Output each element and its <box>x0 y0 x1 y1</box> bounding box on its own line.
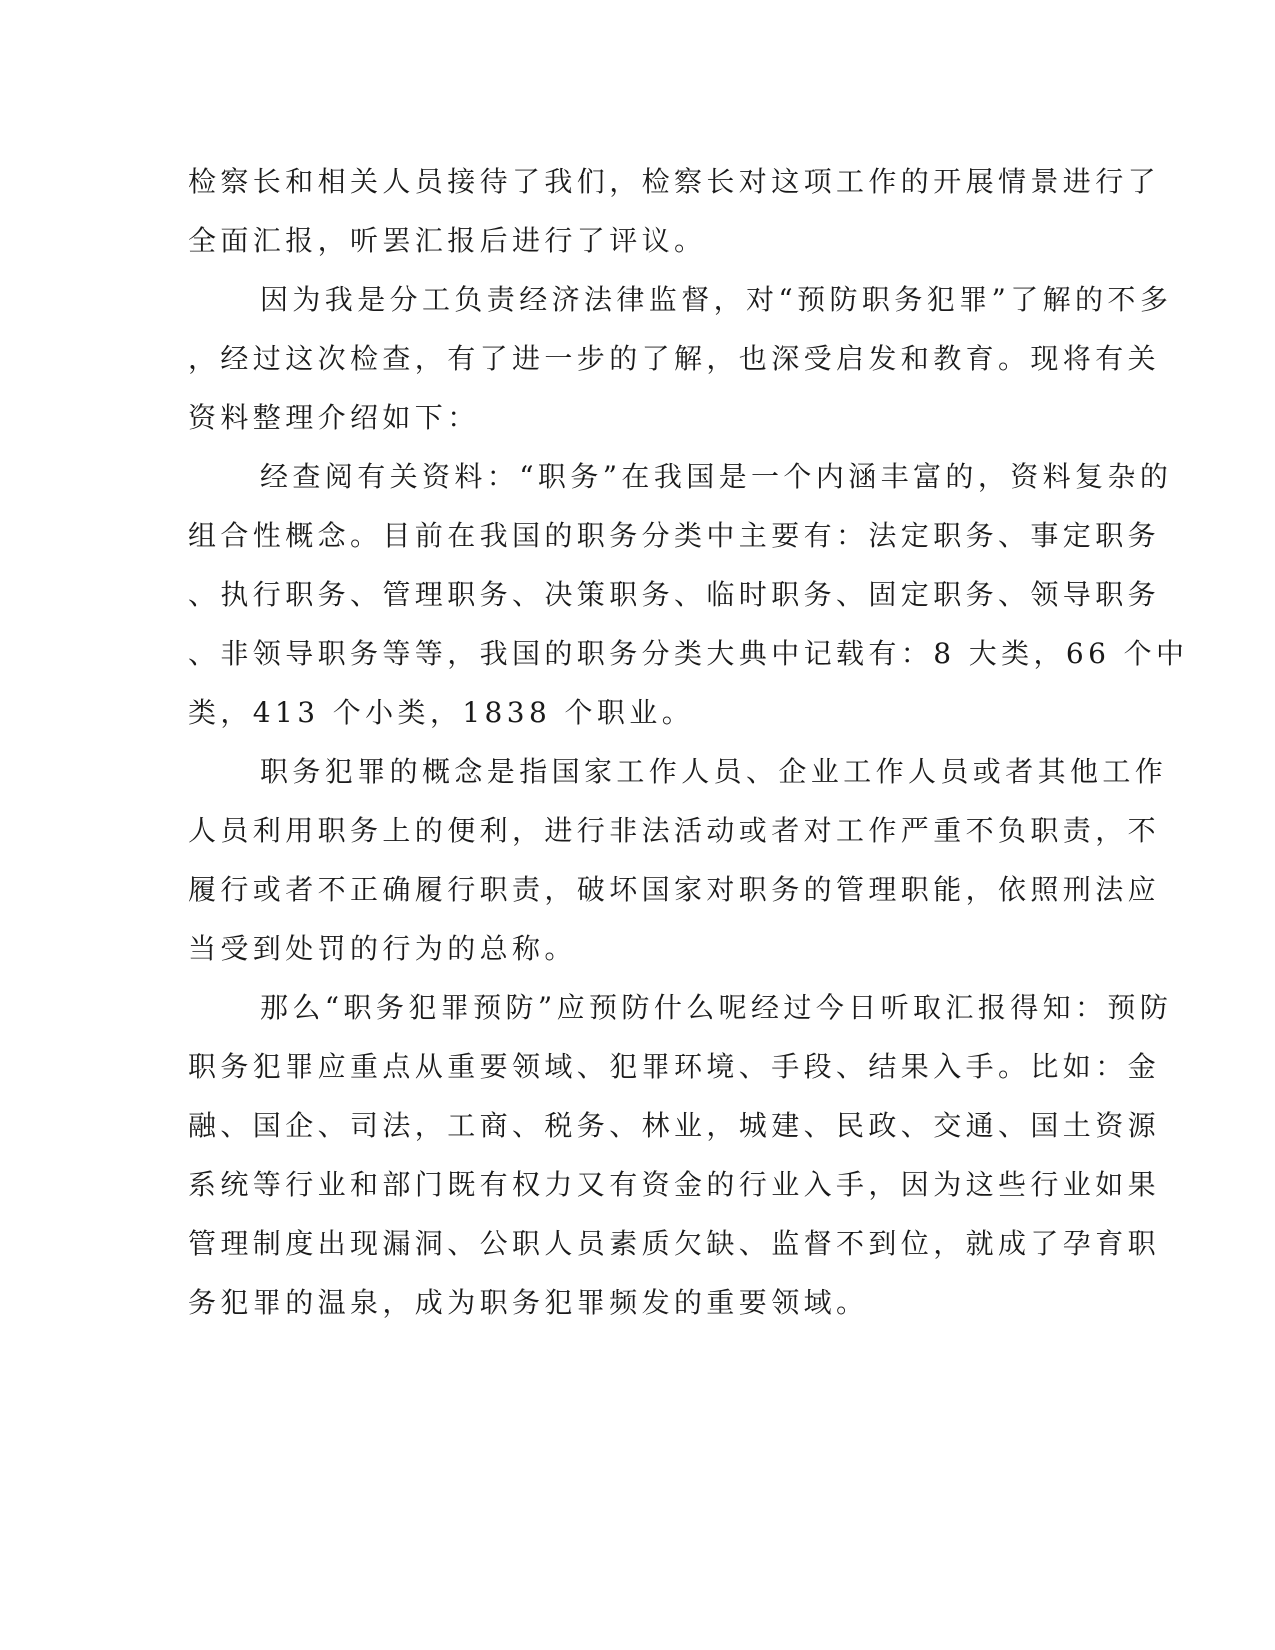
text-line: 务犯罪的温泉，成为职务犯罪频发的重要领域。 <box>188 1286 869 1319</box>
text-line: 全面汇报，听罢汇报后进行了评议。 <box>188 224 707 257</box>
paragraph-first-line: 因为我是分工负责经济法律监督，对“预防职务犯罪”了解的不多 <box>260 283 1173 316</box>
paragraph-first-line: 那么“职务犯罪预防”应预防什么呢经过今日听取汇报得知：预防 <box>260 991 1173 1024</box>
text-line: 当受到处罚的行为的总称。 <box>188 932 577 965</box>
paragraph-first-line: 职务犯罪的概念是指国家工作人员、企业工作人员或者其他工作 <box>260 755 1168 788</box>
text-line: 系统等行业和部门既有权力又有资金的行业入手，因为这些行业如果 <box>188 1168 1161 1201</box>
text-line: 、非领导职务等等，我国的职务分类大典中记载有：8 大类，66 个中 <box>188 637 1189 670</box>
text-line: 融、国企、司法，工商、税务、林业，城建、民政、交通、国土资源 <box>188 1109 1161 1142</box>
text-line: 管理制度出现漏洞、公职人员素质欠缺、监督不到位，就成了孕育职 <box>188 1227 1161 1260</box>
text-line: 类，413 个小类，1838 个职业。 <box>188 696 695 729</box>
paragraph-first-line: 经查阅有关资料：“职务”在我国是一个内涵丰富的，资料复杂的 <box>260 460 1173 493</box>
text-line: 人员利用职务上的便利，进行非法活动或者对工作严重不负职责，不 <box>188 814 1161 847</box>
text-line: 组合性概念。目前在我国的职务分类中主要有：法定职务、事定职务 <box>188 519 1161 552</box>
text-line: 资料整理介绍如下： <box>188 401 480 434</box>
text-line: ，经过这次检查，有了进一步的了解，也深受启发和教育。现将有关 <box>188 342 1161 375</box>
text-line: 检察长和相关人员接待了我们，检察长对这项工作的开展情景进行了 <box>188 165 1161 198</box>
text-line: 职务犯罪应重点从重要领域、犯罪环境、手段、结果入手。比如：金 <box>188 1050 1161 1083</box>
text-line: 履行或者不正确履行职责，破坏国家对职务的管理职能，依照刑法应 <box>188 873 1161 906</box>
text-line: 、执行职务、管理职务、决策职务、临时职务、固定职务、领导职务 <box>188 578 1161 611</box>
